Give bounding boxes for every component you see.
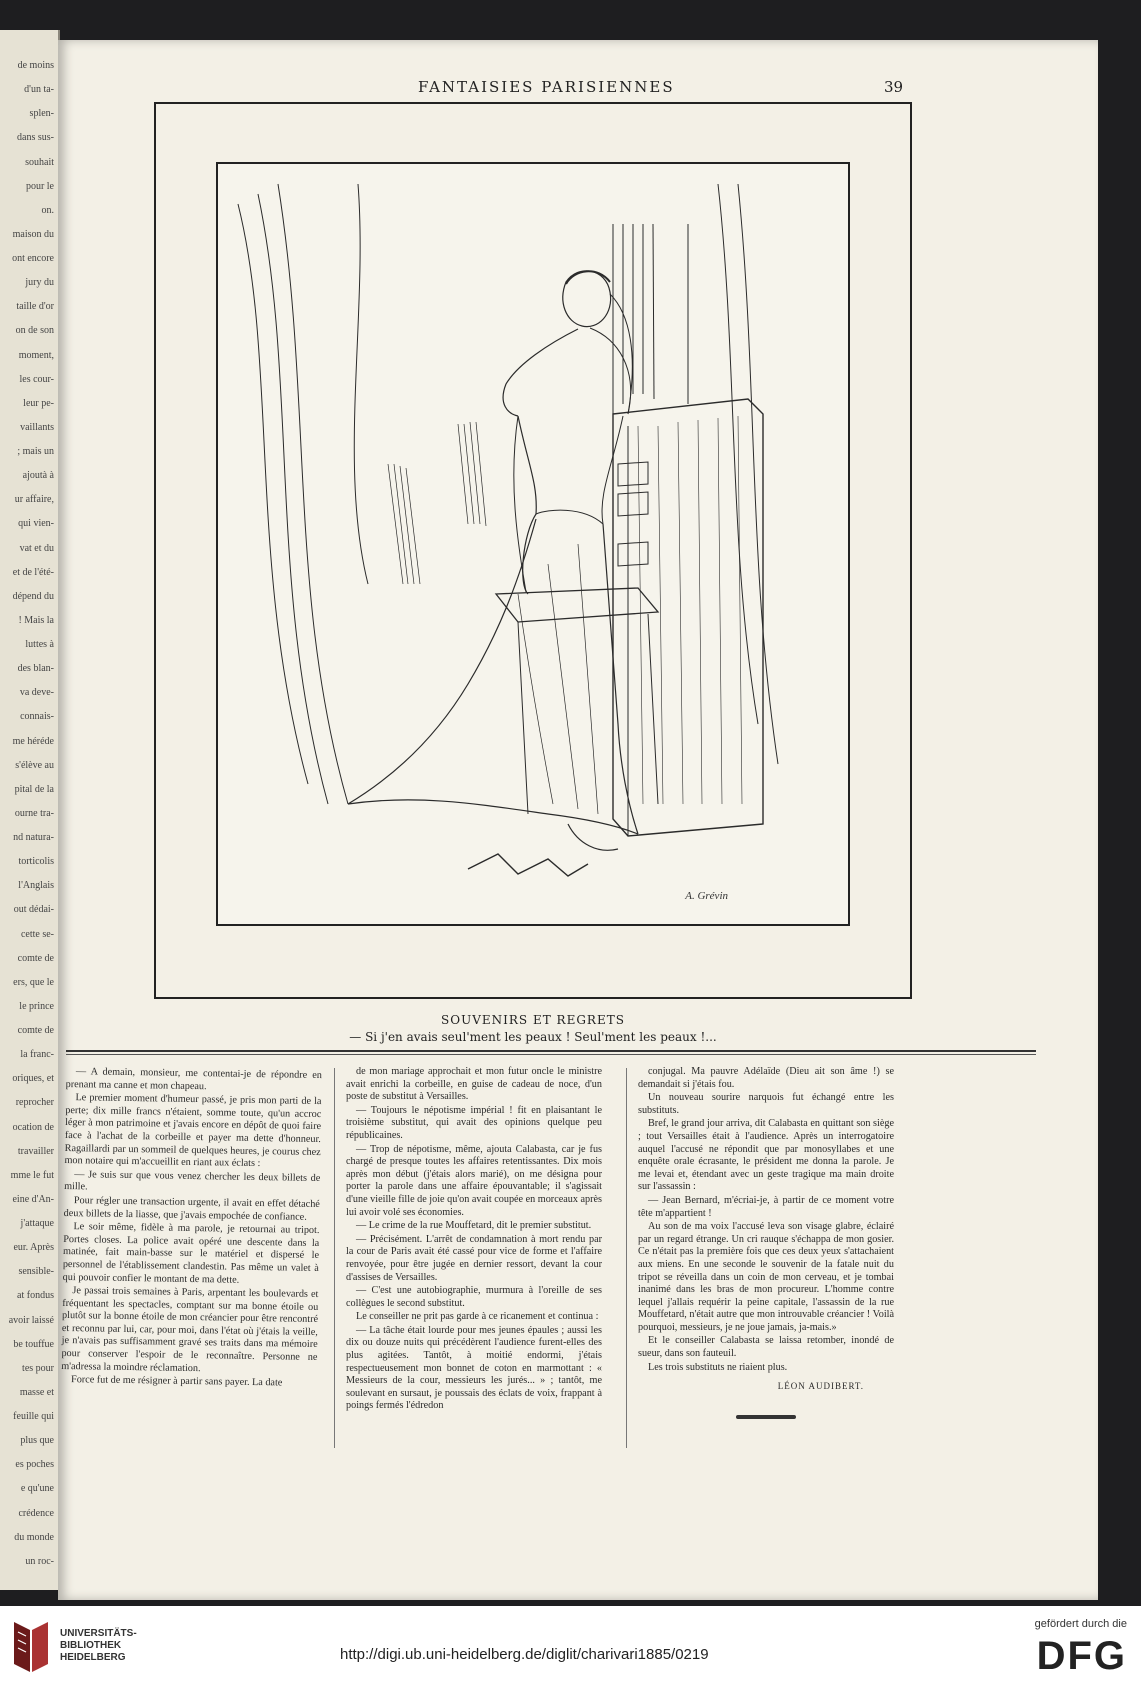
article-paragraph: Au son de ma voix l'accusé leva son visage glabre, éclairé par un regard étrange. Un cri rauque s'échappa de mon gosier. Ce n'était pas la première fois que ces deux yeux s'attachaient aux miens. En une seconde le souvenir de la fatale nuit du tripot se réveilla dans un coin de mon cerveau, et je tombai inanimé dans les bras de mon procureur. L'homme contre lequel j'allais requérir la peine capitale, l'assassin de la rue Mouffetard, n'était autre que mon introuvable créancier ! Voilà pourquoi, messieurs, je ne joue jamais, ja-mais.» <box>638 1221 894 1333</box>
article-paragraph: — Trop de népotisme, même, ajouta Calabasta, car je fus chargé de presque toutes les affaires retentissantes. Dix mois après mon début (j'étais alors marié), on me désigna pour porter la parole dans une affaire épouvantable; il s'agissait d'une vieille fille de joie qu'on avait coupée en morceaux après lui avoir volé ses économies. <box>346 1143 602 1218</box>
article-paragraph: — Le crime de la rue Mouffetard, dit le premier substitut. <box>356 1220 592 1232</box>
left-page-fragment: dans sus- <box>17 132 54 144</box>
left-page-fragment: la franc- <box>20 1049 54 1061</box>
left-page-fragment: l'Anglais <box>18 880 54 892</box>
article-paragraph: — C'est une autobiographie, murmura à l'oreille de ses collègues le second substitut. <box>346 1285 602 1309</box>
left-page-fragment: du monde <box>14 1531 54 1543</box>
left-page-fragment: ajoutà à <box>22 470 54 482</box>
funding-credit: gefördert durch die <box>1034 1618 1127 1630</box>
left-page-fragment: et de l'été- <box>12 566 54 578</box>
left-page-fragment: e qu'une <box>20 1483 54 1495</box>
left-page-fragment: mme le fut <box>10 1169 54 1181</box>
article-paragraph: — La tâche était lourde pour mes jeunes épaules ; aussi les dix ou douze nuits qui précédèrent l'audience furent-elles des plus agitées. Tantôt, à moitié endormi, j'étais respectueusement mon bonnet de coton en marmottant : « Messieurs de la cour, messieurs les jurés... » ; tantôt, me soulevant en sursaut, je poussais des éclats de voix, frappant à poings fermés l'édredon <box>346 1324 602 1412</box>
left-page-fragment: sensible- <box>18 1266 54 1278</box>
left-page-fragment: de moins <box>17 60 54 71</box>
column-rule <box>66 1050 1036 1052</box>
left-page-fragment: feuille qui <box>13 1411 54 1423</box>
article-paragraph: Le soir même, fidèle à ma parole, je retournai au tripot. Portes closes. La police avait opéré une descente dans la matinée, fait main-basse sur le matériel et dispersé le personnel de l'établissement clandestin. Pas même un valet à qui pouvoir confier le montant de ma dette. <box>62 1221 320 1286</box>
article-paragraph: conjugal. Ma pauvre Adélaïde (Dieu ait son âme !) se demandait si j'étais fou. <box>638 1066 894 1090</box>
left-page-fragment: maison du <box>12 228 54 240</box>
article-paragraph: — Toujours le népotisme impérial ! fit en plaisantant le troisième substitut, qui avait des opinions quelque peu républicaines. <box>346 1104 602 1141</box>
article-paragraph: de mon mariage approchait et mon futur oncle le ministre avait enrichi la corbeille, en guise de cadeau de noce, d'un poste de substitut à Versailles. <box>346 1066 602 1103</box>
article-paragraph: Je passai trois semaines à Paris, arpentant les boulevards et fréquentant les spectacles, comptant sur ma bonne étoile ou plutôt sur la bonne étoile de mon créancier pour être rencontré et reconnu par lui, car, pour moi, dans l'état où j'étais la veille, je n'avais pas suffisamment gravé ses traits dans ma mémoire pour conserver l'espoir de le reconnaître. Personne ne m'adressa la moindre réclamation. <box>61 1285 319 1374</box>
column-divider <box>626 1068 627 1448</box>
caption-title: SOUVENIRS ET REGRETS <box>441 1013 625 1027</box>
left-page-fragment: va deve- <box>19 687 54 699</box>
article-paragraph: Force fut de me résigner à partir sans payer. La date <box>70 1374 283 1389</box>
left-page-fragment: eur. Après <box>13 1242 54 1254</box>
article-paragraph: Le conseiller ne prit pas garde à ce ricanement et continua : <box>356 1311 599 1323</box>
caption-quote: — Si j'en avais seul'ment les peaux ! Seul'ment les peaux !... <box>349 1030 717 1044</box>
column-divider <box>334 1068 335 1448</box>
text-column-3-body <box>638 1066 894 1374</box>
left-page-fragment: cette se- <box>20 928 54 940</box>
left-page-fragment: es poches <box>15 1459 54 1471</box>
left-page-fragment: le prince <box>19 1000 54 1012</box>
journal-page <box>58 40 1098 1600</box>
article-paragraph: Les trois substituts ne riaient plus. <box>648 1361 788 1373</box>
running-header: FANTAISIES PARISIENNES <box>418 78 675 96</box>
article-paragraph: Et le conseiller Calabasta se laissa retomber, inondé de sueur, dans son fauteuil. <box>638 1335 894 1360</box>
left-page-fragment: dépend du <box>12 590 54 602</box>
illustration-inner-frame <box>216 162 850 926</box>
left-page-fragment: qui vien- <box>18 518 54 530</box>
viewer-footer <box>0 1606 1141 1688</box>
left-page-fragment: s'élève au <box>15 759 54 771</box>
left-page-fragment: avoir laissé <box>8 1314 54 1326</box>
illustration-outer-frame <box>154 102 912 999</box>
left-page-fragment: connais- <box>20 711 54 723</box>
left-page-fragment: les cour- <box>19 373 54 385</box>
engraving-woman-at-cabinet <box>218 164 848 924</box>
left-page-fragment: ont encore <box>12 253 54 265</box>
article-paragraph: — A demain, monsieur, me contentai-je de répondre en prenant ma canne et mon chapeau. <box>65 1066 322 1092</box>
left-page-fragment: oriques, et <box>12 1073 54 1085</box>
university-name-line: HEIDELBERG <box>60 1652 126 1663</box>
dfg-logo[interactable]: DFG <box>1036 1634 1127 1678</box>
left-page-fragment: ers, que le <box>13 976 54 988</box>
left-page-fragment: at fondus <box>17 1290 54 1302</box>
left-page-fragment: vat et du <box>19 542 54 554</box>
article-paragraph: Bref, le grand jour arriva, dit Calabasta en quittant son siège ; tout Versailles était à l'audience. Après un interrogatoire auquel l'accusé ne répondit que par monosyllabes et une enquête orale écrasante, le président me donna la parole. Je me levai et, étendant avec un geste tragique ma main droite sur l'assassin : <box>638 1118 894 1193</box>
left-page-fragment: comte de <box>17 1025 54 1037</box>
left-page-fragment: un roc- <box>25 1555 54 1567</box>
left-page-fragment: torticolis <box>18 856 54 868</box>
left-page-fragment: me héréde <box>12 735 54 747</box>
left-page-edge <box>0 30 60 1590</box>
university-name-line: BIBLIOTHEK <box>60 1640 122 1651</box>
left-page-fragment: comte de <box>17 952 54 964</box>
left-page-fragment: pour le <box>25 180 54 192</box>
left-page-fragment: souhait <box>25 156 54 168</box>
left-page-fragment: taille d'or <box>16 301 54 313</box>
left-page-fragment: plus que <box>20 1435 54 1447</box>
left-page-fragment: leur pe- <box>23 397 54 409</box>
university-name[interactable] <box>60 1628 137 1664</box>
text-column-2 <box>346 1066 602 1414</box>
article-paragraph: Le premier moment d'humeur passé, je pris mon parti de la perte; dix mille francs n'étaient, somme toute, qu'un accroc léger à mon patrimoine et j'avais encore en dépôt de quoi faire face à l'achat de la corbeille et payer ma dette d'honneur. Ragaillardi par un sommeil de quelques heures, je courus chez mon notaire qui m'accueillit en riant aux éclats : <box>64 1092 322 1170</box>
text-column-3 <box>638 1066 894 1419</box>
artist-signature: A. Grévin <box>685 890 728 902</box>
left-page-fragment: nd natura- <box>13 832 54 844</box>
left-page-fragment: tes pour <box>22 1362 54 1374</box>
left-page-fragment: ur affaire, <box>14 494 54 506</box>
left-page-fragment: pital de la <box>14 783 54 795</box>
left-page-fragment: masse et <box>19 1386 54 1398</box>
left-page-fragment: travailler <box>17 1145 54 1157</box>
page-number: 39 <box>884 78 904 96</box>
article-paragraph: — Je suis sur que vous venez chercher les deux billets de mille. <box>64 1168 321 1193</box>
left-page-fragment: d'un ta- <box>24 84 54 96</box>
left-page-fragment: luttes à <box>25 639 54 651</box>
left-page-fragment: on de son <box>15 325 54 337</box>
university-name-line: UNIVERSITÄTS- <box>60 1628 137 1639</box>
left-page-fragment: j'attaque <box>20 1218 54 1230</box>
left-page-fragment: on. <box>41 204 54 216</box>
column-rule-thin <box>66 1054 1036 1055</box>
left-page-fragment: ! Mais la <box>18 614 54 626</box>
left-page-fragment: splen- <box>29 108 54 120</box>
left-page-fragment: crédence <box>18 1507 54 1519</box>
article-paragraph: Pour régler une transaction urgente, il avait en effet détaché deux billets de la liasse, que j'avais empochée de confiance. <box>63 1195 320 1223</box>
left-page-fragment: vaillants <box>20 421 54 433</box>
end-ornament <box>736 1415 796 1419</box>
article-author: LÉON AUDIBERT. <box>777 1381 864 1392</box>
permalink-url[interactable]: http://digi.ub.uni-heidelberg.de/diglit/charivari1885/0219 <box>340 1646 709 1663</box>
text-column-1 <box>61 1066 322 1392</box>
left-page-fragment: moment, <box>18 349 54 361</box>
left-page-fragment: jury du <box>25 277 54 289</box>
article-paragraph: — Précisément. L'arrêt de condamnation à mort rendu par la cour de Paris avait été cassé pour vice de forme et l'affaire renvoyée, pour être jugée en dernier ressort, devant la cour d'assises de Versailles. <box>346 1233 602 1283</box>
left-page-fragment: des blan- <box>17 663 54 675</box>
left-page-fragment: be touffue <box>13 1338 54 1350</box>
article-paragraph: — Jean Bernard, m'écriai-je, à partir de ce moment votre tête m'appartient ! <box>638 1194 894 1219</box>
left-page-fragment: ; mais un <box>17 446 54 458</box>
left-page-fragment: eine d'An- <box>12 1193 54 1205</box>
left-page-fragment: reprocher <box>15 1097 54 1109</box>
left-page-fragment: ocation de <box>12 1121 54 1133</box>
left-page-fragment: ourne tra- <box>14 807 54 819</box>
article-paragraph: Un nouveau sourire narquois fut échangé entre les substituts. <box>638 1092 894 1116</box>
university-logo-icon[interactable] <box>12 1620 52 1674</box>
left-page-fragment: out dédai- <box>13 904 54 916</box>
